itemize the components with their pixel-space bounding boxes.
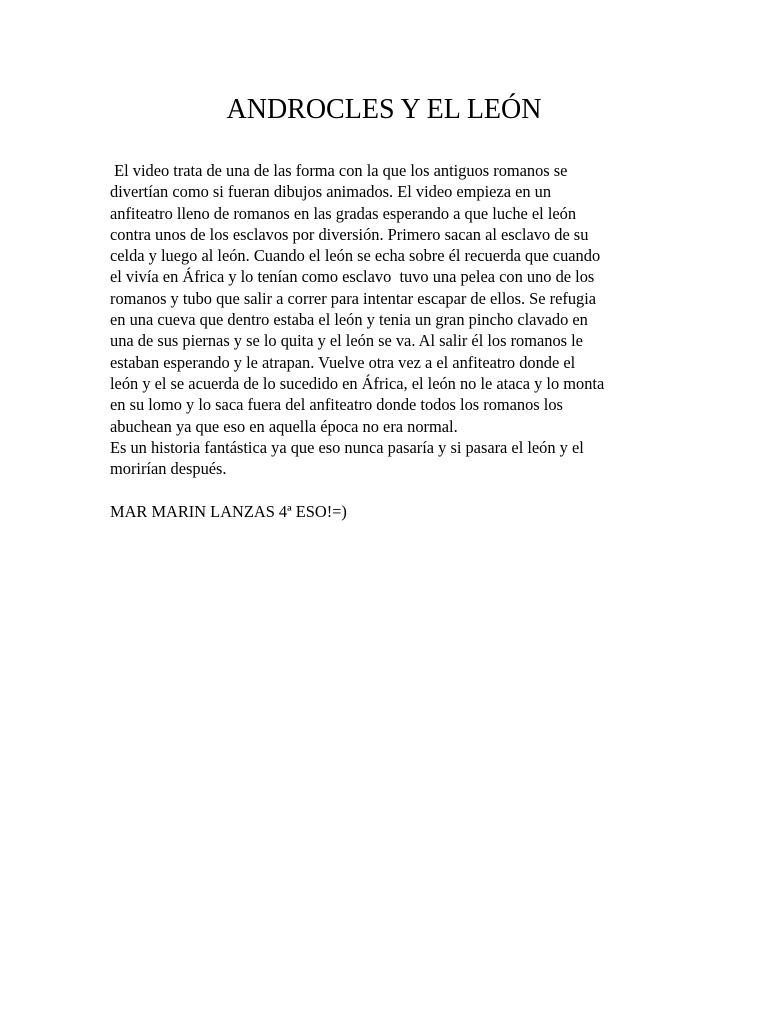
paragraph-opinion [110, 437, 670, 480]
text-line: Es un historia fantástica ya que eso nunca pasaría y si pasara el león y el [110, 437, 584, 457]
text-line: celda y luego al león. Cuando el león se echa sobre él recuerda que cuando [110, 246, 601, 266]
text-line: en una cueva que dentro estaba el león y tenia un gran pincho clavado en [110, 310, 588, 330]
text-line: estaban esperando y le atrapan. Vuelve otra vez a el anfiteatro donde el [110, 352, 576, 372]
blank-line [110, 479, 670, 500]
document-body [110, 160, 670, 522]
text-line: león y el se acuerda de lo sucedido en África, el león no le ataca y lo monta [110, 373, 605, 393]
text-line: romanos y tubo que salir a correr para intentar escapar de ellos. Se refugia [110, 288, 597, 308]
text-line: contra unos de los esclavos por diversión. Primero sacan al esclavo de su [110, 224, 589, 244]
text-line: abuchean ya que eso en aquella época no era normal. [110, 416, 458, 436]
text-line: morirían después. [110, 459, 227, 479]
text-line: divertían como si fueran dibujos animados. El video empieza en un [110, 182, 552, 202]
paragraph-summary [110, 160, 670, 437]
text-line: en su lomo y lo saca fuera del anfiteatro donde todos los romanos los [110, 395, 563, 415]
text-line: El video trata de una de las forma con la que los antiguos romanos se [110, 161, 568, 180]
author-signature: MAR MARIN LANZAS 4ª ESO!=) [110, 501, 347, 521]
document-title: ANDROCLES Y EL LEÓN [226, 94, 542, 125]
text-line: anfiteatro lleno de romanos en las gradas esperando a que luche el león [110, 203, 577, 223]
text-line: el vivía en África y lo tenían como esclavo tuvo una pelea con uno de los [110, 267, 595, 287]
text-line: una de sus piernas y se lo quita y el león se va. Al salir él los romanos le [110, 331, 583, 351]
